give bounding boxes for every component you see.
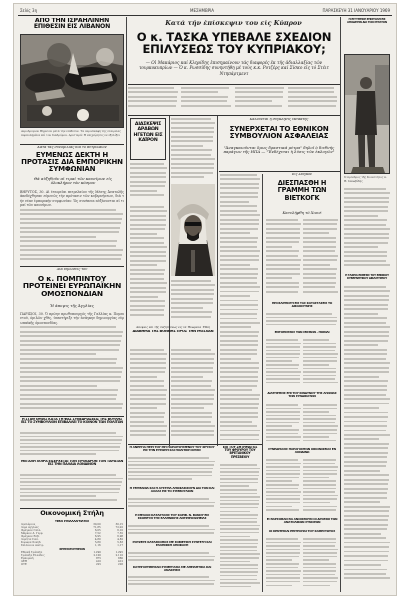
table-cell-value: 1,16 — [94, 543, 101, 547]
table-cell-value: 5,80 — [94, 540, 101, 544]
table-cell-label: Δολλάριον — [21, 522, 36, 526]
eumenos-article-lead: ΒΗΡΥΤΟΣ, 30. Αἱ ἐταιρεῖαι πετρελαίου τῆς Μέσης Ἀνατολῆς ἀπεδέχθησαν εὐμενῶς τήν πρότασιν τῶν κυβερνήσεων, διά τήν νέαν ἐμπορικήν συμφωνίαν. Ὡς συνέπεια αὐξάνονται αἱ τιμαί τῶν καυσίμων. — [20, 190, 124, 208]
illegible-text-lines — [20, 326, 124, 409]
arab-summit-box — [130, 118, 166, 160]
chambers-text — [20, 432, 124, 458]
illegible-text-lines — [266, 538, 338, 588]
table-cell-value: 225 — [95, 562, 101, 566]
illegible-text-lines — [220, 464, 260, 587]
table-cell-value: 880 — [118, 556, 123, 560]
rogers-text — [128, 552, 216, 564]
illegible-text-lines — [128, 552, 216, 561]
gold-crisis-headline: Η ΑΝΕΡΓΙΑ ΠΕΡΙ ΤΟΥ ΜΗ ΠΑΡΑΙΤΟΥΜΕΝΟΥ ΤΟΥ ΧΡΥΣΟΥ ΕΙΣ ΤΗΝ ΕΥΡΩΠΗ ΚΑΙ ΠΟΛΙΤΙΚΗ ΚΡΙΣΙΣ — [129, 446, 215, 452]
stock-exchange-table — [20, 551, 124, 566]
bonn-headline: ΔΙΑΒΗΜΑ ΤΗΣ ΒΟΝΝΗΣ ΠΡΟΣ ΤΗΝ ΜΟΣΧΑΝ — [132, 329, 214, 333]
column-rule — [340, 17, 341, 592]
middle-column-text — [220, 174, 260, 444]
table-cell-value: 30,00 — [93, 522, 101, 526]
wages-headline: ΕΝΤΟΠΙΣΜΟΣ ΤΩΝ ΜΙΣΘΩΝ - ΠΟΙΝΑΙ — [274, 331, 330, 334]
illegible-text-lines — [344, 286, 390, 579]
table-cell-value: 1,17 — [117, 543, 123, 547]
section-rule — [20, 144, 124, 145]
accused-headline: ΚΑΤΗΓΟΡΗΘΗΣΑΝ ΣΥΝΕΡΓΑΣΙΑ ΜΕ ΑΠΕΙΛΗΤΙΚΑ ΚΑΙ ΑΝΑΚΡΙΣΙΣ — [132, 566, 212, 572]
section-rule — [20, 266, 124, 267]
man-standing-photo — [344, 54, 390, 174]
london-headline: ΣΥΝΕΔΡΙΑΣΙΣ ΠΑΡΑΓΟΝΤΩΝ ΟΙΚΟΝΟΜΙΑΣ ΕΝ ΛΟΝΔΙΝΩ — [268, 448, 336, 454]
vietnam-text — [266, 219, 338, 299]
illegible-text-lines — [128, 87, 338, 109]
secondary-article-top — [171, 118, 215, 182]
germany-headline: Η ΓΕΡΜΑΝΙΑ ΚΑΙ Η ΑΥΣΤΡΙΑ ΑΠΟΦΑΣΙΖΟΥΝ ΔΙΑ ΤΟΝ ΚΑΙ ΑΛΛΑΣ ΕΙΣ ΤΟ ΣΥΜΒΟΥΛΙΟΝ — [129, 487, 215, 493]
illegible-text-lines — [220, 174, 260, 440]
eumenos-article-text — [20, 190, 124, 262]
portrait-photo-image — [171, 184, 215, 276]
bonn-box — [130, 326, 216, 348]
exchange-rates-box — [20, 520, 124, 590]
rogers-headline: ΡΟΤΖΕΡΣ ΚΑΤΑΣΚΟΠΟΣ ΜΕ ΣΟΒΙΕΤΙΚΗ ΣΥΝΤΕΞΗ ΚΑΙ ΕΛΛΗΝΙΚΗ ΑΠΟΦΑΣΗ — [132, 541, 212, 547]
table-cell-value: 226 — [118, 562, 123, 566]
london-text — [266, 459, 338, 515]
illegible-text-lines — [130, 163, 167, 196]
table-cell-label: ΔΕΗ — [21, 559, 28, 563]
table-cell-value: 1.295 — [115, 550, 123, 554]
section-rule — [20, 508, 124, 509]
bonn-kicker: Ἀπόψεις ἐπί τῆς συζητήσεως εἰς τά Ἡνωμένα Ἔθνη — [136, 326, 210, 329]
page-folio — [20, 6, 390, 15]
table-cell-value: 412 — [118, 559, 123, 563]
pompidou-headline: Ο κ. ΠΟΜΠΙΝΤΟΥ ΠΡΟΤΕΙΝΕΙ ΕΥΡΩΠΑΪΚΗΝ ΟΜΟΣΠΟΝΔΙΑΝ — [22, 275, 122, 298]
illegible-text-lines — [128, 576, 216, 585]
table-cell-value: 6,05 — [94, 528, 101, 532]
vietnam-strap: Εἰς Σαϊγκόν — [292, 173, 312, 176]
illegible-text-lines — [171, 280, 215, 318]
security-council-headline: ΣΥΝΕΡΧΕΤΑΙ ΤΟ ΕΘΝΙΚΟΝ ΣΥΜΒΟΥΛΙΟΝ ΑΣΦΑΛΕΙΑΣ — [229, 125, 329, 140]
column-rule — [126, 17, 127, 592]
folio-date: ΠΑΡΑΣΚΕΥΗ 31 ΙΑΝΟΥΑΡΙΟΥ 1969 — [322, 8, 390, 13]
section-rule — [128, 84, 340, 85]
illegible-text-lines — [130, 349, 167, 436]
illegible-text-lines — [128, 525, 216, 534]
oil-talks-strap: Κατά τάς συνομιλίας διά τό πετρέλαιον — [37, 146, 107, 149]
table-cell-value: 2.110 — [115, 553, 123, 557]
security-council-kicker: "Ἀναγκαιοῦνται ὅμως δραστικά μέτρα" δηλοῖ ὁ διεθνής παράγων τῆς ΗΠΑ — "Ἐνδέχεται ἡ λύσις τῶν ἐκλογῶν" — [223, 146, 335, 155]
illegible-text-lines — [128, 457, 216, 480]
table-cell-value: 6,95 — [94, 534, 101, 538]
table-cell-label: Σελλίνιον Αυστρ. — [21, 543, 45, 547]
committees-text — [266, 538, 338, 590]
gold-crisis-text — [128, 457, 216, 485]
guard-headline: ΕΠΙ ΤΟΥ ΖΗΤΗΜΑΤΟΣ ΤΟΥ ΦΡΟΥΡΟΥ ΤΟΥ ΒΡΕΤΑΝΙΚΟΥ ΠΡΕΣΒΕΙΟΥ — [222, 446, 258, 459]
table-row — [20, 563, 124, 566]
illegible-text-lines — [344, 188, 390, 266]
newspaper-page — [14, 4, 396, 595]
table-cell-value: 1.290 — [93, 550, 101, 554]
germany-text — [128, 498, 216, 512]
illegible-text-lines — [171, 349, 215, 436]
vietnam-kicker: Κατελήφθη τό Χιουέ — [282, 211, 322, 215]
table-cell-value: 7,55 — [117, 531, 123, 535]
table-cell-label: Λίρα Αγγλίας — [21, 525, 39, 529]
column-one-text — [130, 206, 167, 322]
chambers-headline: Η ΣΤΑΘ ΟΜΙΛΣ ΚΑΤΑ ΤΗ ΦΑΣ ΣΥΝΕΔΡΙΑΣΕΩΣ ΤΗΣ ΒΟΥΛΗΣ ΕΙΣ ΤΟ ΣΥΜΒΟΥΛΙΟΝ ΕΠΙΒΑΛΛΕΙ ΤΟ ΚΟΙΝΟΝ ΤΩΝ ΠΟΛΙΤΩΝ — [21, 418, 123, 425]
table-cell-value: 71,85 — [93, 525, 101, 529]
illegible-text-lines — [20, 432, 124, 455]
arab-summit-text — [130, 163, 167, 203]
illegible-text-lines — [266, 313, 338, 325]
table-cell-label: Φράγκον Γαλλ. — [21, 528, 42, 532]
folio-page-number: Σελίς 3η — [20, 8, 38, 13]
table-cell-label: Λιρέττα Ιταλ. — [21, 537, 39, 541]
illegible-text-lines — [20, 474, 124, 501]
illegible-text-lines — [128, 498, 216, 507]
table-cell-label: Εθνική Τράπεζα — [21, 550, 43, 554]
eumenos-headline: ΕΥΜΕΝΩΣ ΔΕΚΤΗ Η ΠΡΟΤΑΣΙΣ ΔΙΑ ΕΜΠΟΡΙΚΗΝ ΣΥΜΦΩΝΙΑΝ — [21, 152, 123, 173]
israel-photo-caption: Αεροδρόμιον Βηρυτού μετά την επίθεσιν. Τα αεροσκάφη της εταιρείας πυρπολημένα επί του διαδρόμου. Αριστερά: Η επιχείρησις εν εξελίξει — [21, 130, 121, 137]
chambers-text-2 — [20, 474, 124, 506]
table-cell-value: 5,83 — [117, 540, 123, 544]
illegible-text-lines — [130, 206, 167, 316]
exchange-rates-table — [20, 523, 124, 547]
table-cell-value: 30,15 — [115, 522, 123, 526]
table-cell-value: 875 — [95, 556, 101, 560]
israel-headline: ΑΠΟ ΤΗΝ ΙΣΡΑΗΛΙΝΗΝ ΕΠΙΘΕΣΙΝ ΕΙΣ ΛΙΒΑΝΟΝ — [33, 18, 111, 31]
accused-text — [128, 576, 216, 590]
chambers-headline-2: ΜΕΓΑΛΗ ΧΟΙΡΑ ΕΙΣΕΡΧΕΤΑΙ ΤΟΝ ΠΡΟΕΔΡΟΝ ΤΟΝ ΤΑΡΑΞΑΝ ΕΙΣ ΤΗΝ ΠΑΛΑΙΑ ΛΟΝΔΙΝΟΝ — [20, 460, 124, 467]
folio-masthead: ΜΕΣΗΜΒΡΙΑ — [190, 8, 215, 13]
bonn-text-1 — [130, 349, 167, 441]
folio-rule — [18, 15, 392, 16]
pompidou-article-lead: ΠΑΡΙΣΙΟΙ, 30. Ὁ πρώην πρωθυπουργός τῆς Γαλλίας κ. Πομπιντού, ὁμιλῶν χθές, ὑπεστήριξε τήν ἀνάγκην δημιουργίας εὐρωπαϊκῆς ὁμοσπονδίας. — [20, 312, 124, 325]
wages-text — [266, 339, 338, 389]
pompidou-kicker: Ἡ ἄποψις τῆς Ἀγγλίας — [50, 304, 94, 308]
table-cell-value: 4,82 — [117, 537, 123, 541]
delegation-text — [128, 525, 216, 539]
economy-title: Οικονομική Στήλη — [40, 510, 104, 517]
vietnam-headline: ΔΙΕΣΠΑΣΘΗ Η ΓΡΑΜΜΗ ΤΩΝ ΒΙΕΤΚΟΓΚ — [277, 180, 327, 202]
right-column-text-2 — [344, 286, 390, 586]
column-rule — [217, 116, 218, 446]
table-cell-label: Κορώνα Σουηδ. — [21, 540, 42, 544]
illegible-text-lines — [266, 459, 338, 513]
column-rule — [262, 174, 263, 592]
pompidou-strap: Διά δηλώσεις του — [56, 268, 88, 271]
table-cell-value: 7,52 — [94, 531, 101, 535]
eumenos-kicker: Θά αὐξηθοῦν αἱ τιμαί τῶν καυσίμων εἰς ὁλοκλήρον τόν κόσμον — [34, 177, 112, 185]
table-cell-value: 72,20 — [115, 525, 123, 529]
right-photo-caption: Ὁ πρόεδρος τῆς Κοινότητος κ. Θ. Ιακωβίδης — [344, 176, 387, 183]
table-cell-value: 4,80 — [94, 537, 101, 541]
security-council-strap: Καλοῦνται ἡ σύγκλησις ἔκτακτης — [249, 118, 309, 121]
table-cell-value: 2.100 — [93, 553, 101, 557]
portrait-photo — [171, 184, 215, 276]
section-rule — [128, 115, 340, 116]
illegible-text-lines — [266, 404, 338, 443]
exchange-rates-title: ΤΙΜΑΙ ΣΥΝΑΛΛΑΓΜΑΤΟΣ — [55, 520, 89, 523]
table-cell-label: Μάρκον Δ. Γερμ. — [21, 531, 44, 535]
table-cell-value: 410 — [95, 559, 101, 563]
justice-headline: ΠΡΟΣΑΡΜΟΓΗ ΕΙΣ ΤΑΣ ΚΑΤΑΣΤΑΣΕΙΣ ΤΟ ΔΙΚΑΙΟΣΥΝΗΣ — [271, 302, 333, 308]
stock-exchange-title: ΧΡΗΜΑΤΙΣΤΗΡΙΟΝ — [59, 547, 85, 551]
table-cell-label: Τράπεζα Ελλάδος — [21, 553, 45, 557]
table-cell-label: Εμπορική — [21, 556, 34, 560]
right-column-note: Η ΤΑΧΕΙΑ ΕΚΘΕΣΙΣ ΤΟΥ ΕΘΝΙΚΟΥ ΚΥΒΕΡΝΗΤΙΚΟΥ ΔΙΚΑΣΤΗΡΙΟΥ — [345, 274, 389, 280]
table-cell-label: Φράγκον Ελβ. — [21, 534, 40, 538]
section-rule — [128, 444, 262, 445]
column-rule — [169, 116, 170, 446]
secondary-article-bottom — [171, 280, 215, 322]
justice-text — [266, 313, 338, 329]
arab-summit-headline: ΔΙΑΣΚΕΨΙΣ ΑΡΑΒΩΝ ΗΓΕΤΩΝ ΕΙΣ ΚΑΪΡΟΝ — [133, 122, 163, 144]
illegible-text-lines — [266, 219, 338, 295]
cyprus-strap: Κατά τήν ἐπίσκεψιν του εἰς Κύπρον — [165, 20, 302, 27]
right-column-text-1 — [344, 188, 390, 272]
table-cell-value: 6,10 — [117, 528, 123, 532]
illegible-text-lines — [20, 209, 124, 260]
pompidou-article-text — [20, 312, 124, 412]
table-cell-label: ΟΤΕ — [21, 562, 27, 566]
guard-text — [220, 464, 260, 590]
borders-headline: ΕΙ ΘΑΡΣΟΒΑΝ ΘΑ ΑΝΟΙΧΘΟΥΝ ΟΙ ΔΡΟΜΟΙ ΤΩΝ ΑΝΑΤΟΛΙΚΩΝ ΣΥΝΟΡΩΝ — [266, 518, 338, 524]
beirut-airport-photo-image — [21, 35, 124, 128]
delegation-headline: Η ΜΕΛΛΟΙ ΚΑΤΑΣΤΑΣΙΣ ΤΟΥ ΚΑΡΙΒ. Ν. ΒΑΝΟΥ ΕΙΣ ΣΚΟΠΕΥΣΙ ΤΗΣ ΕΛΛΗΝΙΚΗΣ ΑΝΤΙΠΡΟΣΩΠΕΙΑΣ — [134, 514, 210, 520]
beirut-airport-photo — [20, 34, 124, 128]
bonn-text-2 — [171, 349, 215, 441]
section-rule — [219, 171, 340, 172]
unions-text — [266, 404, 338, 444]
illegible-text-lines — [266, 339, 338, 386]
man-standing-photo-image — [345, 55, 390, 174]
table-cell-value: 6,98 — [117, 534, 123, 538]
cyprus-headline: Ο κ. ΤΑΣΚΑ ΥΠΕΒΑΛΕ ΣΧΕΔΙΟΝ ΕΠΙΛΥΣΕΩΣ ΤΟΥ ΚΥΠΡΙΑΚΟΥ; — [136, 31, 332, 56]
unions-headline: ΔΙΑΤΗΡΗΣΙΣ ΕΠΙ ΤΟΥ ΚΙΝΔΥΝΟΥ ΤΗΣ ΑΓΩΝΙΑΣ ΤΩΝ ΣΥΝΔΙΚΑΤΩΝ — [267, 392, 337, 398]
illegible-text-lines — [171, 118, 215, 178]
cyprus-article-text — [128, 87, 338, 113]
committees-headline: ΟΙ ΚΕΝΤΡΙΚΑΙ ΕΠΙΤΡΟΠΑΙ ΤΟΥ ΚΑΘΕΣΤΩΤΟΣ — [268, 530, 336, 533]
table-row — [20, 544, 124, 547]
section-rule — [20, 416, 124, 417]
cyprus-kicker: — Οἱ Μακάριος καί Κληρίδης ἐπισημαίνουν τάς διαφορές ἐκ τῆς ἀδιαλλαξίας τῶν τουρκοκυπρίων — Ὁ κ. Ρωσσίδης συνηντήθη μέ τούς κ.κ. Ροτζέρς καί Σίσκο εἰς τό Στέιτ Ντηπάρτμεντ — [139, 60, 329, 76]
right-column-strap: Η ΕΓΓΥΗΤΙΚΗ ΕΠΙΣΤΟΛΗ ΕΙΣ ΑΠΟΔΕΙΞΙΝ ΔΙΑ ΤΟΝ ΣΤΡΑΤΟΝ — [347, 18, 387, 24]
